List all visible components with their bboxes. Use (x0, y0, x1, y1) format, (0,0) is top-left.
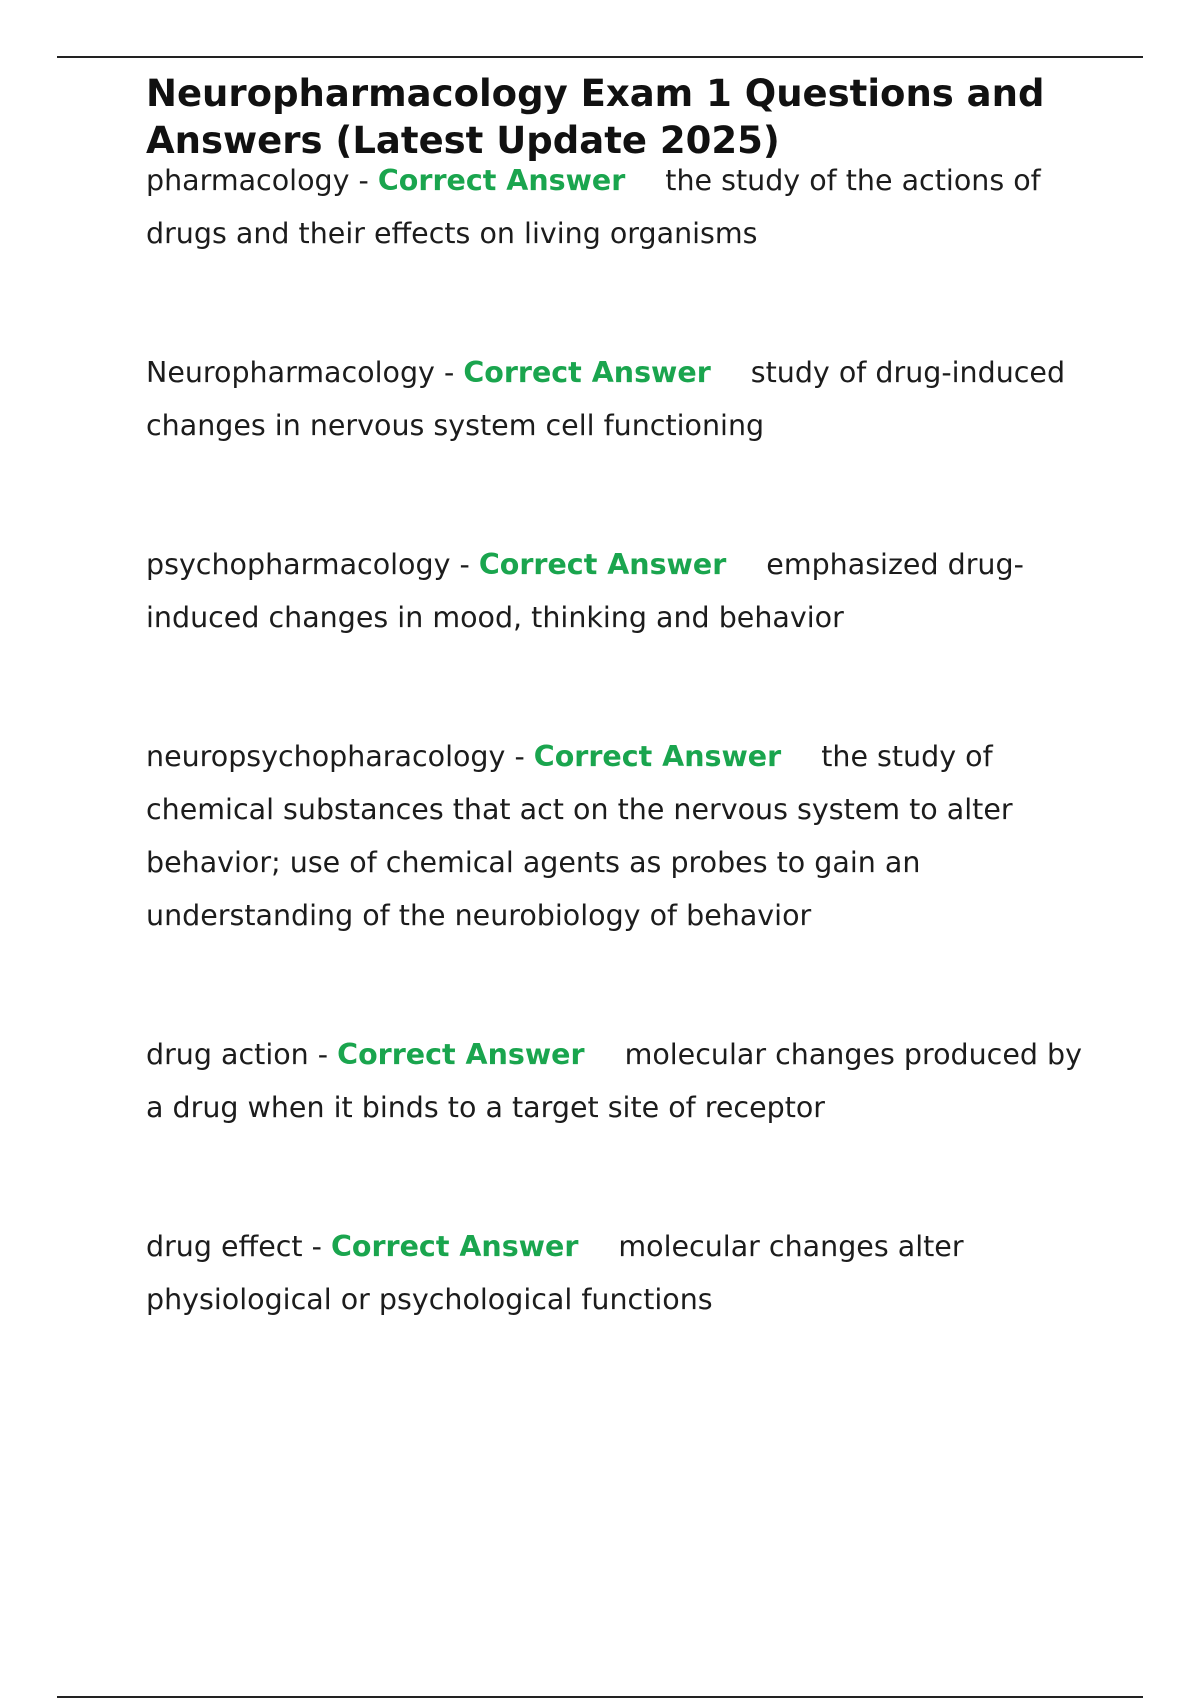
qa-definition: emphasized drug-induced changes in mood, thinking and behavior (146, 548, 1024, 634)
correct-answer-label: Correct Answer (330, 1230, 579, 1263)
qa-separator: - (349, 164, 378, 197)
qa-separator: - (434, 356, 464, 389)
qa-separator: - (505, 740, 534, 773)
qa-separator: - (308, 1038, 338, 1071)
qa-item (146, 1028, 1096, 1134)
qa-definition: study of drug-induced changes in nervous system cell functioning (146, 356, 1066, 442)
qa-item (146, 538, 1096, 644)
qa-item (146, 730, 1096, 942)
qa-separator: - (450, 548, 479, 581)
qa-term: pharmacology (146, 164, 350, 197)
correct-answer-label: Correct Answer (377, 164, 626, 197)
qa-term: drug effect (146, 1230, 303, 1263)
correct-answer-label: Correct Answer (478, 548, 727, 581)
qa-item (146, 346, 1096, 452)
qa-separator: - (302, 1230, 331, 1263)
qa-term: drug action (146, 1038, 309, 1071)
bottom-rule (57, 1696, 1143, 1698)
qa-definition: molecular changes produced by a drug when it binds to a target site of receptor (146, 1038, 1082, 1124)
qa-definition: the study of chemical substances that act on the nervous system to alter behavior; use of chemical agents as probes to gain an understanding of the neurobiology of behavior (146, 740, 1013, 932)
qa-list (146, 154, 1096, 1326)
correct-answer-label: Correct Answer (463, 356, 711, 389)
qa-definition: molecular changes alter physiological or psychological functions (146, 1230, 964, 1316)
qa-item (146, 1220, 1096, 1326)
top-rule (57, 56, 1143, 58)
correct-answer-label: Correct Answer (533, 740, 782, 773)
qa-term: Neuropharmacology (146, 356, 435, 389)
qa-term: psychopharmacology (146, 548, 451, 581)
qa-item (146, 154, 1096, 260)
qa-definition: the study of the actions of drugs and their effects on living organisms (146, 164, 1041, 250)
correct-answer-label: Correct Answer (337, 1038, 585, 1071)
qa-term: neuropsychopharacology (146, 740, 506, 773)
document-title: Neuropharmacology Exam 1 Questions and Answers (Latest Update 2025) (146, 72, 1045, 162)
document-body (146, 70, 1096, 1326)
